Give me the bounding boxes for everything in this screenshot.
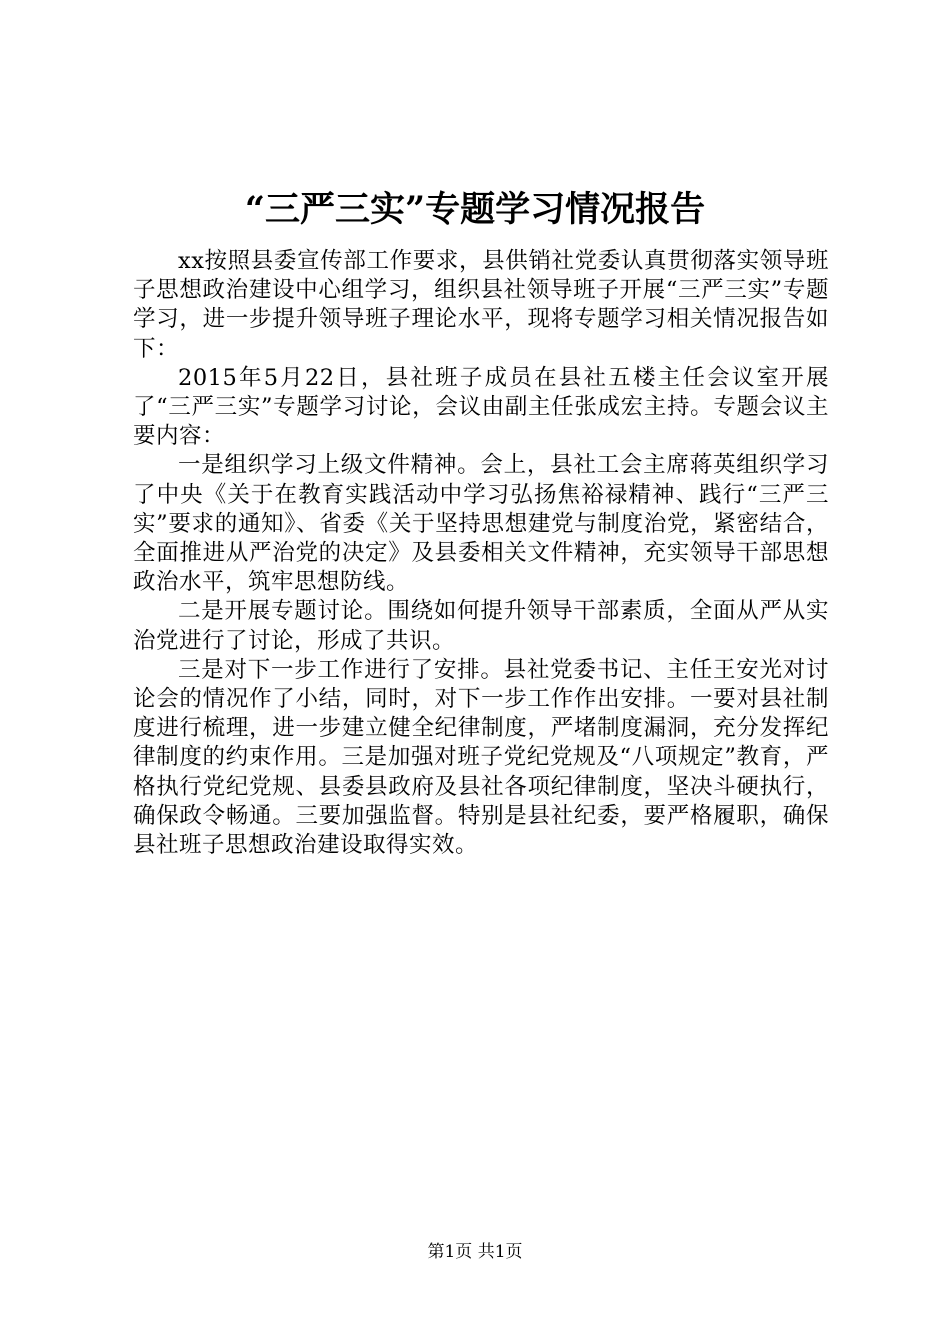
paragraph-point-one: 一是组织学习上级文件精神。会上，县社工会主席蒋英组织学习了中央《关于在教育实践活动中学习弘扬焦裕禄精神、践行“三严三实”要求的通知》、省委《关于坚持思想建党与制度治党，紧密结合，全面推进从严治党的决定》及县委相关文件精神，充实领导干部思想政治水平，筑牢思想防线。 xyxy=(133,452,829,596)
document-body xyxy=(133,247,829,860)
page-footer: 第1页 共1页 xyxy=(427,1242,523,1262)
paragraph-intro: xx按照县委宣传部工作要求，县供销社党委认真贯彻落实领导班子思想政治建设中心组学习，组织县社领导班子开展“三严三实”专题学习，进一步提升领导班子理论水平，现将专题学习相关情况报告如下： xyxy=(133,248,829,362)
document-title: “三严三实”专题学习情况报告 xyxy=(244,189,706,230)
paragraph-point-three: 三是对下一步工作进行了安排。县社党委书记、主任王安光对讨论会的情况作了小结，同时，对下一步工作作出安排。一要对县社制度进行梳理，进一步建立健全纪律制度，严堵制度漏洞，充分发挥纪律制度的约束作用。三是加强对班子党纪党规及“八项规定”教育，严格执行党纪党规、县委县政府及县社各项纪律制度，坚决斗硬执行，确保政令畅通。三要加强监督。特别是县社纪委，要严格履职，确保县社班子思想政治建设取得实效。 xyxy=(133,656,829,859)
paragraph-meeting: 2015年5月22日，县社班子成员在县社五楼主任会议室开展了“三严三实”专题学习讨论，会议由副主任张成宏主持。专题会议主要内容： xyxy=(133,364,829,450)
paragraph-point-two: 二是开展专题讨论。围绕如何提升领导干部素质，全面从严从实治党进行了讨论，形成了共识。 xyxy=(133,598,829,654)
